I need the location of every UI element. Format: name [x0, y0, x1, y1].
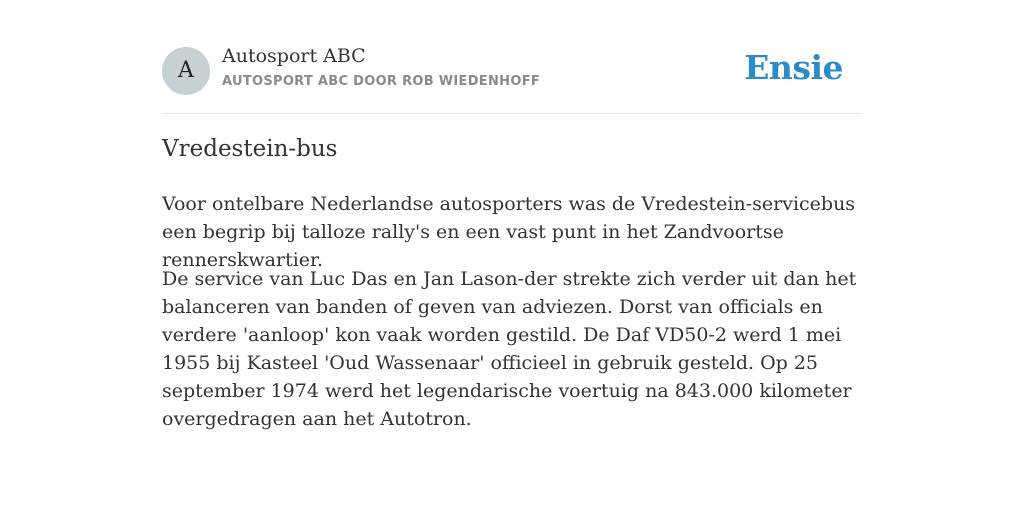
author-avatar[interactable]: A	[162, 47, 210, 95]
brand-logo[interactable]: Ensie	[744, 48, 843, 87]
article-paragraph: De service van Luc Das en Jan Lason-der strekte zich verder uit dan het balanceren van banden of geven van adviezen. Dorst van officials en verdere 'aanloop' kon vaak worden gestild. De Daf VD50-2 werd 1 mei 1955 bij Kasteel 'Oud Wassenaar' officieel in gebruik gesteld. Op 25 september 1974 werd het legendarische voertuig na 843.000 kilometer overgedragen aan het Autotron.	[162, 268, 857, 430]
article-title: Vredestein-bus	[162, 136, 338, 162]
author-name[interactable]: Autosport ABC	[222, 45, 366, 67]
author-subtitle: AUTOSPORT ABC DOOR ROB WIEDENHOFF	[222, 74, 541, 89]
article-header	[162, 0, 862, 114]
article-paragraph: Voor ontelbare Nederlandse autosporters was de Vredestein-servicebus een begrip bij talloze rally's en een vast punt in het Zandvoortse rennerskwartier.	[162, 193, 856, 271]
article-card	[162, 0, 862, 430]
